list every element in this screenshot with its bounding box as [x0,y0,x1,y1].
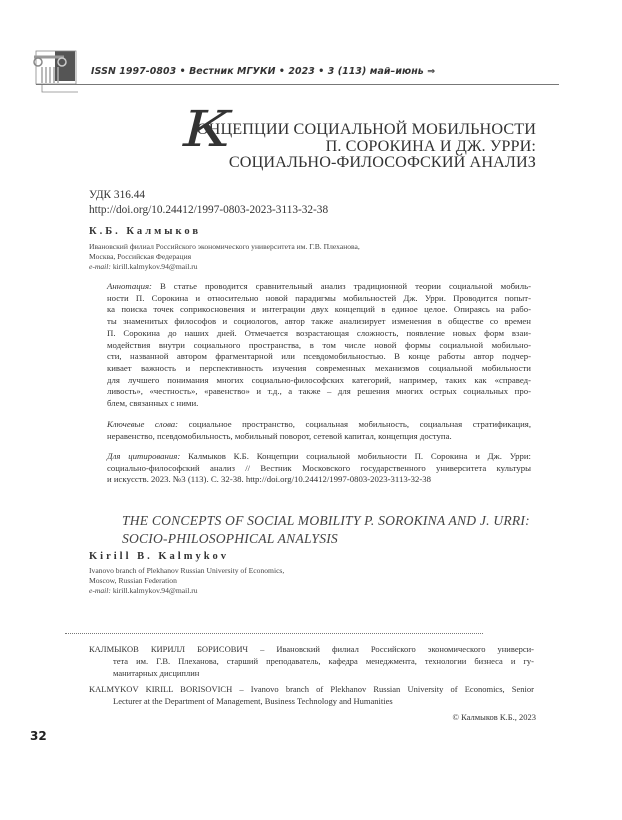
abstract-line [107,340,531,352]
running-head: ISSN 1997-0803 • Вестник МГУКИ • 2023 • 3 (113) май–июнь ⇒ [91,66,436,77]
line-text: неравенство, псевдомобильность, мобильный поворот, сетевой капитал, концепция доступа. [107,430,452,441]
bio-en-line [89,683,534,695]
line-text: ности П. Сорокина и относительно новой парадигмы мобильностей Дж. Урри. Проводится попыт- [107,292,531,303]
abstract-label: Аннотация: [107,281,152,291]
author-email[interactable]: kirill.kalmykov.94@mail.ru [112,262,198,272]
keywords-label: Ключевые слова: [107,419,179,429]
line-text: ты знаменитых философов и социологов, автор также анализирует изменения в обществе со времен [107,316,531,327]
line-text: П. Сорокина до наших дней. Отмечается возрастающая сложность, появление новых форм взаи- [107,327,531,338]
citation-line [107,463,531,475]
line-text: социальное пространство, социальная мобильность, социальная стратификация, [178,419,532,429]
abstract-line [107,328,531,340]
bio-ru-line [89,655,534,667]
author-name-ru: К.Б. Калмыков [89,226,202,237]
title-en-line: SOCIO-PHILOSOPHICAL ANALYSIS [122,531,338,546]
keywords [107,419,531,442]
abstract-line [107,398,531,410]
title-line: СОЦИАЛЬНО-ФИЛОСОФСКИЙ АНАЛИЗ [228,153,536,171]
author-bio-en [89,683,534,707]
line-text: В статье проводится сравнительный анализ традиционной теории социальной мобиль- [151,281,531,291]
line-text: и искусств. 2023. №3 (113). С. 32-38. http://doi.org/10.24412/1997-0803-2023-3113-32-38 [107,474,432,485]
abstract-line [107,281,531,293]
line-text: КАЛМЫКОВ КИРИЛЛ БОРИСОВИЧ – Ивановский филиал Российского экономического универси- [89,644,534,654]
article-title [197,121,536,171]
abstract-line [107,375,531,387]
author-affiliation-ru [89,242,360,273]
line-text: сти, названной автором фрагментарной или псевдомобильностью. В конце работы автор подчер- [107,351,531,362]
line-text: ка поиска точек соприкосновения и интеграции двух концепций в единое целое. Опираясь на рабо- [107,304,531,315]
line-text: модействия внутри социального пространства, в том числе новой формы социальной мобильно- [107,339,531,350]
email-label: e-mail: [89,586,111,596]
affiliation-line: Ивановский филиал Российского экономического университета им. Г.В. Плеханова, [89,242,360,251]
article-title-en [122,512,530,548]
journal-logo-column-icon [30,47,78,93]
bio-ru-line [89,643,534,655]
line-text: кивает важность и перспективность изучения современных механизмов социальной мобильности [107,362,531,373]
abstract-line [107,386,531,398]
title-en-line: THE CONCEPTS OF SOCIAL MOBILITY P. SOROKINA AND J. URRI: [122,513,530,528]
title-drop-cap: К [183,100,232,158]
citation [107,451,531,486]
citation-label: Для цитирования: [107,451,181,461]
page-number: 32 [30,729,47,743]
bio-en-line [89,695,534,707]
affiliation-line: Ivanovo branch of Plekhanov Russian University of Economics, [89,566,285,575]
email-label: e-mail: [89,262,111,272]
keywords-line [107,431,531,443]
doi-link[interactable]: http://doi.org/10.24412/1997-0803-2023-3113-32-38 [89,204,329,216]
author-affiliation-en [89,566,284,597]
author-bio-ru [89,643,534,679]
line-text: тета им. Г.В. Плеханова, старший преподаватель, кафедра менеджмента, технологии бизнеса и гу- [113,656,534,666]
affiliation-line: Moscow, Russian Federation [89,576,177,586]
bio-ru-line [89,667,534,679]
abstract-line [107,304,531,316]
affiliation-line: Москва, Российская Федерация [89,252,192,262]
line-text: ливость», «честность», «равенство» и т.д., а также – для решения многих острых социальных про- [107,386,531,397]
abstract-line [107,351,531,363]
abstract-line [107,316,531,328]
footnote-divider [65,633,483,634]
title-line: П. СОРОКИНА И ДЖ. УРРИ: [325,136,536,155]
author-name-en: Kirill B. Kalmykov [89,551,230,562]
line-text: блем, связанных с ними. [107,398,199,409]
header-divider [36,84,559,85]
line-text: для лучшего понимания многих социально-философских категорий, например, таких как «справед- [107,374,531,385]
citation-line [107,474,531,486]
citation-line [107,451,531,463]
copyright: © Калмыков К.Б., 2023 [452,712,536,722]
line-text: Lecturer at the Department of Management, Business Technology and Humanities [113,696,393,706]
author-email[interactable]: kirill.kalmykov.94@mail.ru [112,586,198,596]
title-line: ОНЦЕПЦИИ СОЦИАЛЬНОЙ МОБИЛЬНОСТИ [196,120,536,138]
line-text: социально-философский анализ // Вестник Московского государственного университета культуры [107,462,531,473]
keywords-line [107,419,531,431]
udk-code: УДК 316.44 [89,189,145,201]
abstract-line [107,363,531,375]
line-text: KALMYKOV KIRILL BORISOVICH – Ivanovo branch of Plekhanov Russian University of Economics, Senior [89,684,534,694]
abstract [107,281,531,410]
udk-doi [89,188,328,218]
line-text: манитарных дисциплин [113,668,200,678]
abstract-line [107,293,531,305]
line-text: Калмыков К.Б. Концепции социальной мобильности П. Сорокина и Дж. Урри: [180,451,531,461]
